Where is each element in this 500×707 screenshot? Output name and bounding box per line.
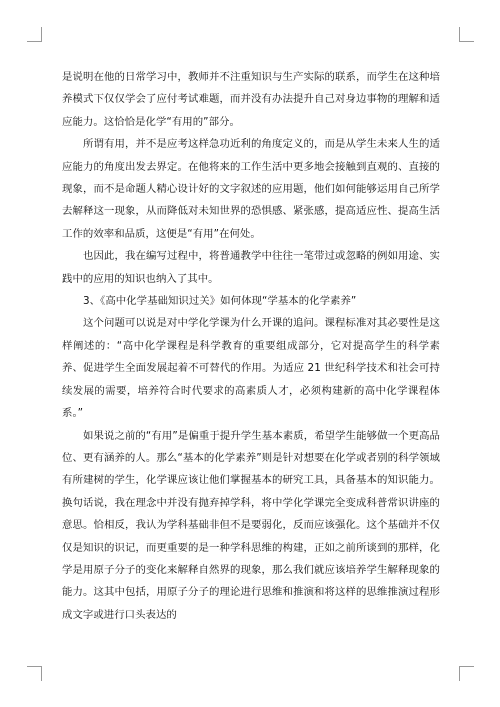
paragraph: 所谓有用，并不是应考这样急功近利的角度定义的，而是从学生未来人生的适应能力的角度出发去界定。在他将来的工作生活中更多地会接触到直观的、直接的现象，而不是命题人精心设计好的文字叙述的应用题，他们如何能够运用自己所学去解释这一现象，从而降低对未知世界的恐惧感、紧张感，提高适应性、提高生活工作的效率和品质，这便是“有用”在何处。 [62,138,440,240]
paragraph: 如果说之前的“有用”是偏重于提升学生基本素质，希望学生能够做一个更高品位、更有涵养的人。那么“基本的化学素养”则是针对想要在化学或者别的科学领域有所建树的学生，化学课应该让他们掌握基本的研究工具，具备基本的知识能力。换句话说，我在理念中并没有抛弃掉学科，将中学化学课完全变成科普常识讲座的意思。恰相反，我认为学科基础非但不是要弱化，反而应该强化。这个基础并不仅仅是知识的识记，而更重要的是一种学科思维的构建，正如之前所谈到的那样，化学是用原子分子的变化来解释自然界的现象，那么我们就应该培养学生解释现象的能力。这其中包括，用原子分子的理论进行思维和推演和将这样的思维推演过程形成文字或进行口头表达的 [62,429,440,621]
paragraph: 这个问题可以说是对中学化学课为什么开课的追问。课程标准对其必要性是这样阐述的：“高中化学课程是科学教育的重要组成部分，它对提高学生的科学素养、促进学生全面发展起着不可替代的作用。为适应 21 世纪科学技术和社会可持续发展的需要，培养符合时代要求的高素质人才，必须构建新的高中化学课程体系。” [62,317,440,420]
paragraph: 也因此，我在编写过程中，将普通教学中往往一笔带过或忽略的例如用途、实践中的应用的知识也纳入了其中。 [62,250,440,285]
document-body [62,66,440,626]
paragraph: 是说明在他的日常学习中，教师并不注重知识与生产实际的联系，而学生在这种培养模式下仅仅学会了应付考试难题，而并没有办法提升自己对身边事物的理解和适应能力。这恰恰是化学“有用的”部分。 [62,71,440,128]
crop-mark-bottom-right [459,666,474,681]
crop-mark-top-right [459,27,474,42]
crop-mark-top-left [27,27,42,42]
section-heading: 3、《高中化学基础知识过关》如何体现“学基本的化学素养” [83,295,357,308]
crop-mark-bottom-left [27,666,42,681]
